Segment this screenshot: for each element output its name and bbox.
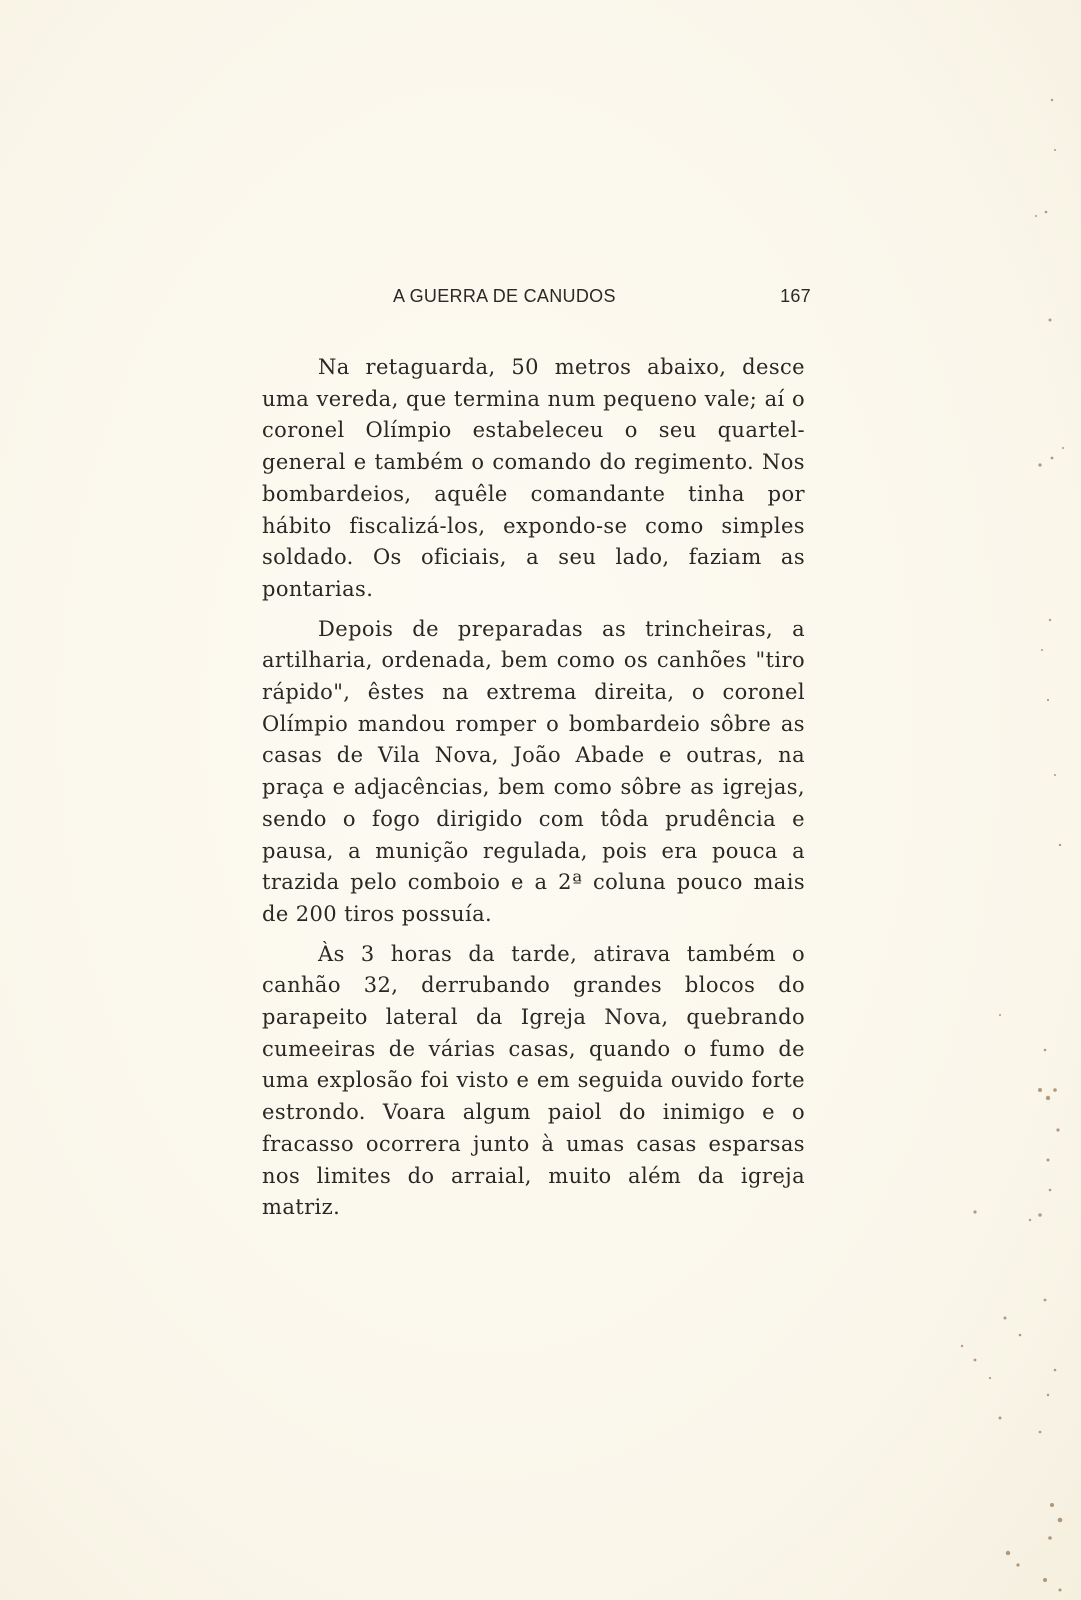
paragraph-2: Depois de preparadas as trincheiras, a artilharia, ordenada, bem como os canhões "tiro rápido", êstes na extrema direita, o coronel Olímpio mandou romper o bombardeio sôbre as casas de Vila Nova, João Abade e outras, na praça e adjacências, bem como sôbre as igrejas, sendo o fogo dirigido com tôda prudência e pausa, a munição regulada, pois era pouca a trazida pelo comboio e a 2ª coluna pouco mais de 200 tiros possuía.	[262, 616, 805, 926]
body-text	[262, 352, 805, 1224]
running-head	[393, 286, 811, 310]
page-number: 167	[780, 286, 811, 306]
paragraph-3: Às 3 horas da tarde, atirava também o canhão 32, derrubando grandes blocos do parapeito lateral da Igreja Nova, quebrando cumeeiras de várias casas, quando o fumo de uma explosão foi visto e em seguida ouvido forte estrondo. Voara algum paiol do inimigo e o fracasso ocorrera junto à umas casas esparsas nos limites do arraial, muito além da igreja matriz.	[262, 941, 805, 1220]
running-head-title: A GUERRA DE CANUDOS	[393, 286, 616, 306]
paragraph-1: Na retaguarda, 50 metros abaixo, desce uma vereda, que termina num pequeno vale; aí o coronel Olímpio estabeleceu o seu quartel-general e também o comando do regimento. Nos bombardeios, aquêle comandante tinha por hábito fiscalizá-los, expondo-se como simples soldado. Os oficiais, a seu lado, faziam as pontarias.	[262, 355, 805, 601]
